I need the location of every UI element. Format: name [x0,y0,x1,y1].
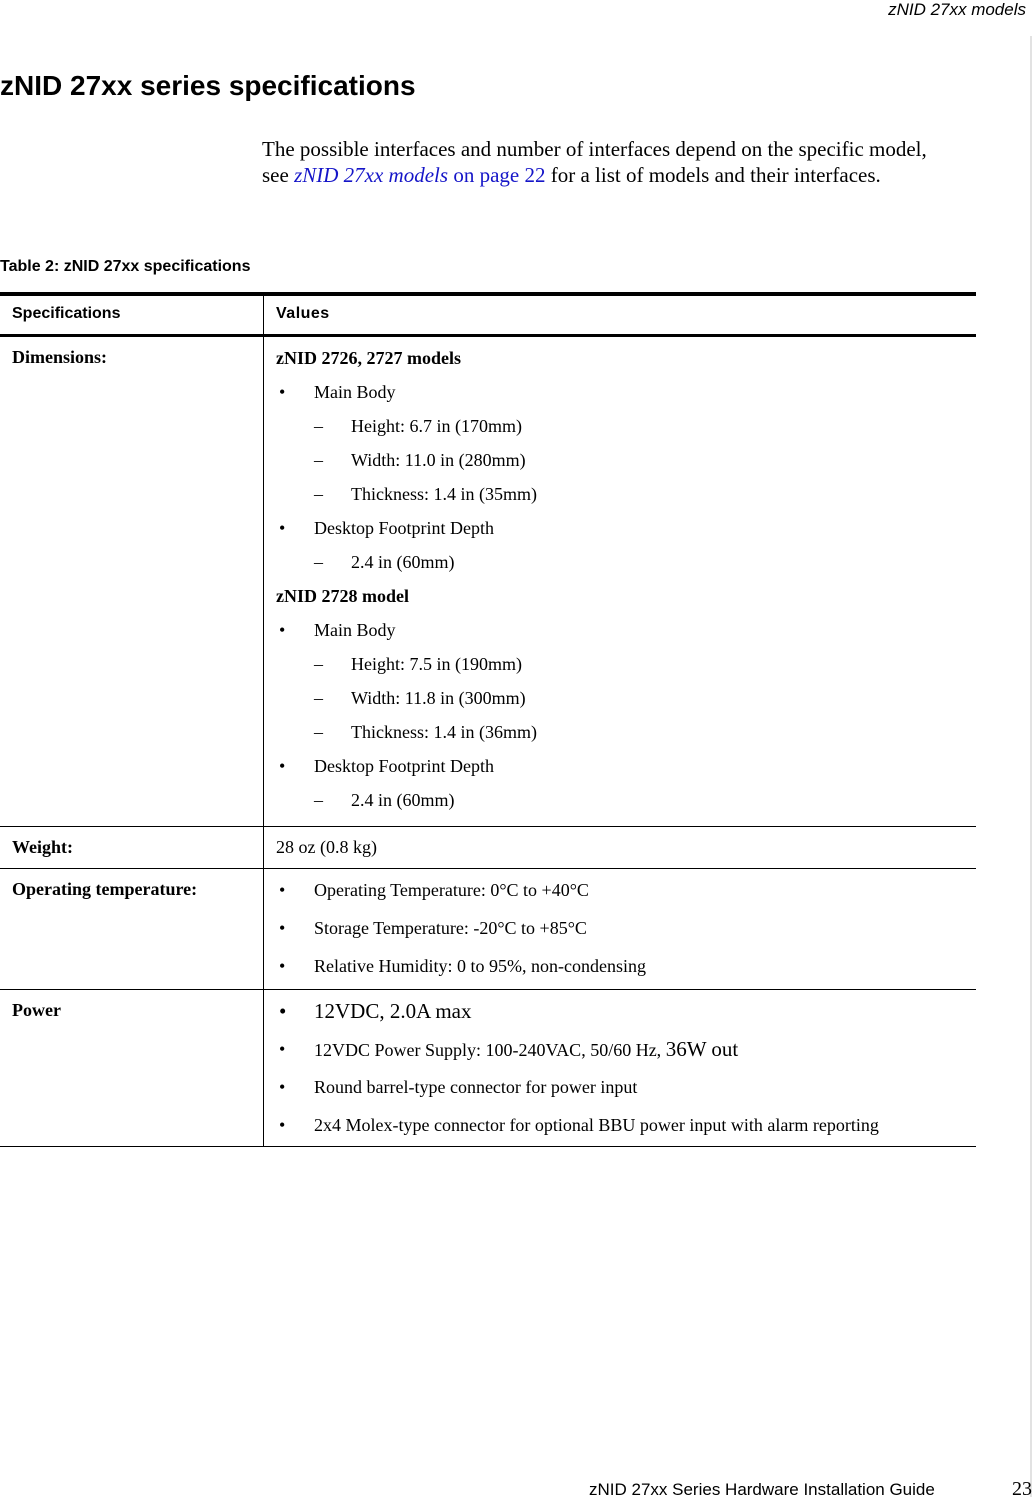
model-heading: zNID 2728 model [276,586,409,606]
page-margin-rule [1030,36,1032,1497]
sub-list-item [276,687,976,721]
spec-values-power [264,990,976,1146]
sub-list-item [276,551,976,585]
bullet-icon: • [279,756,286,776]
dash-icon: – [314,484,323,504]
bullet-icon: • [279,1077,286,1097]
bullet-icon: • [279,620,286,640]
sub-list-item-text: 2.4 in (60mm) [351,552,455,572]
list-item [276,1038,976,1076]
spec-label-temperature: Operating temperature: [0,869,264,989]
section-title: zNID 27xx series specifications [0,70,416,101]
list-item [276,517,976,551]
sub-list-item [276,653,976,687]
dash-icon: – [314,688,323,708]
bullet-icon: • [279,918,286,938]
list-item-text-emphasis: 36W out [665,1037,739,1061]
sub-list-item-text: Height: 7.5 in (190mm) [351,654,522,674]
list-item-text: Desktop Footprint Depth [314,518,494,538]
list-item [276,955,976,989]
spec-label-dimensions: Dimensions: [0,337,264,826]
sub-list-item-text: 2.4 in (60mm) [351,790,455,810]
sub-list-item [276,483,976,517]
sub-list-item [276,449,976,483]
list-item-text: 12VDC Power Supply: 100-240VAC, 50/60 Hz, [314,1040,666,1060]
list-item [276,381,976,415]
table-caption: Table 2: zNID 27xx specifications [0,258,251,275]
bullet-icon: • [279,956,286,976]
list-item-text: Main Body [314,620,396,640]
list-item [276,1000,976,1038]
spec-value-weight: 28 oz (0.8 kg) [276,837,377,857]
spec-table [0,292,976,1147]
bullet-icon: • [279,518,286,538]
column-header-specifications: Specifications [0,296,264,334]
list-item-text: 2x4 Molex-type connector for optional BBU power input with alarm reporting [314,1115,879,1135]
intro-text-after: for a list of models and their interfaces. [545,163,881,187]
dash-icon: – [314,450,323,470]
list-item [276,619,976,653]
xref-page-link[interactable]: on page 22 [448,163,546,187]
model-heading: zNID 2726, 2727 models [276,348,461,368]
dash-icon: – [314,552,323,572]
dash-icon: – [314,654,323,674]
table-header-row [0,296,976,337]
list-item-text: Relative Humidity: 0 to 95%, non-condensing [314,956,646,976]
spec-label-power: Power [0,990,264,1146]
table-row-temperature [0,869,976,990]
sub-list-item [276,415,976,449]
dash-icon: – [314,722,323,742]
bullet-icon: • [279,1115,286,1135]
intro-text-before: The possible interfaces and number of interfaces depend on the specific model, see [262,137,927,187]
list-item-text: Operating Temperature: 0°C to +40°C [314,880,589,900]
table-row-power [0,990,976,1147]
page-number: 23 [1012,1478,1032,1500]
bullet-icon: • [279,880,286,900]
list-item [276,917,976,955]
spec-values-dimensions [264,337,976,826]
list-item-text: Main Body [314,382,396,402]
running-header: zNID 27xx models [888,0,1026,19]
list-item [276,1114,976,1148]
sub-list-item-text: Width: 11.0 in (280mm) [351,450,526,470]
bullet-icon: • [279,382,286,402]
list-item [276,755,976,789]
list-item [276,1076,976,1114]
column-header-values: Values [276,305,330,322]
dash-icon: – [314,790,323,810]
sub-list-item [276,789,976,823]
intro-paragraph [262,136,952,188]
bullet-icon: • [279,999,287,1023]
sub-list-item [276,721,976,755]
dash-icon: – [314,416,323,436]
table-row-weight [0,827,976,869]
bullet-icon: • [279,1039,286,1059]
list-item-text: 12VDC, 2.0A max [314,999,472,1023]
list-item-text: Storage Temperature: -20°C to +85°C [314,918,587,938]
sub-list-item-text: Thickness: 1.4 in (35mm) [351,484,537,504]
sub-list-item-text: Width: 11.8 in (300mm) [351,688,526,708]
list-item-text: Desktop Footprint Depth [314,756,494,776]
xref-models-link[interactable]: zNID 27xx models [294,163,449,187]
sub-list-item-text: Thickness: 1.4 in (36mm) [351,722,537,742]
list-item-text: Round barrel-type connector for power input [314,1077,638,1097]
spec-values-temperature [264,869,976,989]
footer-guide-title: zNID 27xx Series Hardware Installation Guide [589,1480,935,1499]
sub-list-item-text: Height: 6.7 in (170mm) [351,416,522,436]
spec-label-weight: Weight: [0,827,264,868]
list-item [276,879,976,917]
table-row-dimensions [0,337,976,827]
